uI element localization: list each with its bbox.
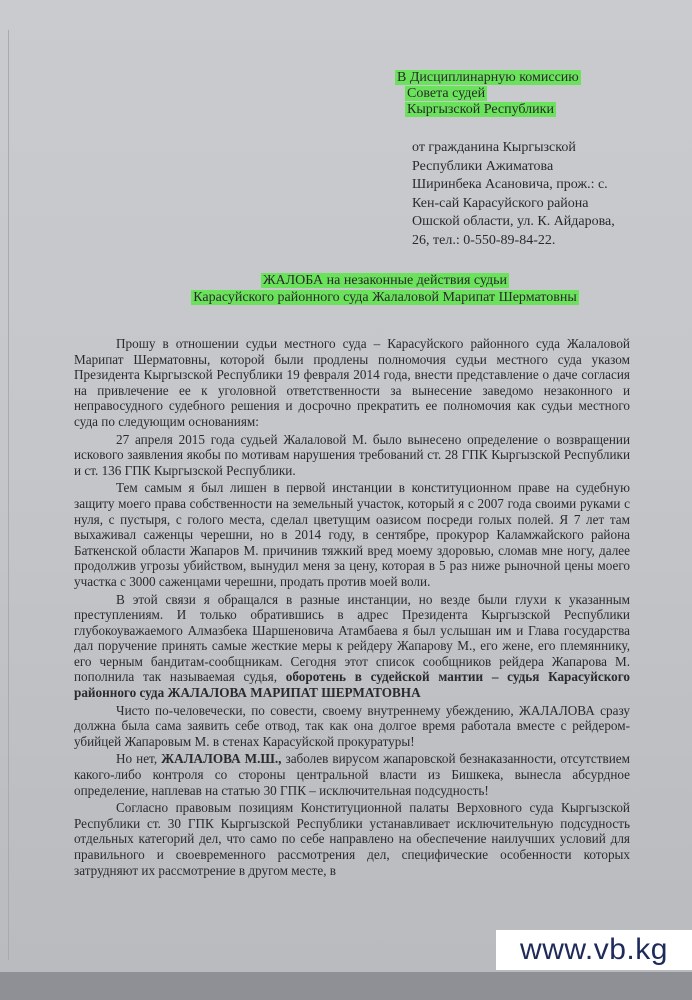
title-line-2: Карасуйского районного суда Жалаловой Марипат Шерматовны — [193, 290, 577, 305]
addressee-line: В Дисциплинарную комиссию — [397, 70, 579, 85]
bottom-shadow — [0, 972, 692, 1000]
sender-line: Кен-сай Карасуйского района — [412, 195, 589, 211]
paragraph-7: Согласно правовым позициям Конституционной палаты Верховного суда Кыргызской Республики ст. 30 ГПК Кыргызской Республики устанавливает исключительную подсудность отдельных категорий дел, что само по себе направлено на обеспечение наилучших условий для правильного и своевременного рассмотрения дел, специфические особенности которых затрудняют их рассмотрение в другом месте, в — [74, 800, 630, 878]
paragraph-6-text: заболев вирусом жапаровской безнаказанности, отсутствием какого-либо контроля со стороны центральной власти из Бишкека, вынесла абсурдное определение, наплевав на статью 30 ГПК – исключительная подсудность! — [74, 751, 630, 798]
addressee-line: Совета судей — [407, 86, 486, 101]
sender-line: Республики Ажиматова — [412, 158, 554, 174]
sender-line: Ошской области, ул. К. Айдарова, — [412, 214, 615, 229]
paragraph-6 — [74, 751, 630, 798]
paragraph-4 — [74, 592, 630, 701]
paragraph-1: Прошу в отношении судьи местного суда – Карасуйского районного суда Жалаловой Марипат Шерматовны, которой были продлены полномочия судьи местного суда указом Президента Кыргызской Республики 19 февраля 2014 года, внести представление о даче согласия на привлечение ее к уголовной ответственности за вынесение заведомо незаконного и неправосудного судебного решения и досрочно прекратить ее полномочия как судьи местного суда по следующим основаниям: — [74, 336, 630, 429]
sender-block — [412, 139, 682, 250]
sender-line: 26, тел.: 0-550-89-84-22. — [412, 232, 556, 248]
sender-line: Ширинбека Асановича, прож.: с. — [412, 177, 608, 192]
sender-line: от гражданина Кыргызской — [412, 140, 576, 155]
complaint-body — [74, 336, 630, 878]
title-line-1: ЖАЛОБА на незаконные действия судьи — [262, 273, 508, 288]
paragraph-5: Чисто по-человечески, по совести, своему внутреннему убеждению, ЖАЛАЛОВА сразу должна была сама заявить себе отвод, так как она долгое время работала вместе с рейдером-убийцей Жапаровым М. в стенах Карасуйской прокуратуры! — [74, 702, 630, 749]
paragraph-3: Тем самым я был лишен в первой инстанции в конституционном праве на судебную защиту моего права собственности на земельный участок, который я с 2007 года своими руками с нуля, с пустыря, с голого места, сделал цветущим оазисом посреди голых полей. Я 7 лет там выхаживал саженцы черешни, но в 2014 году, в сентябре, прокурор Каламжайского района Баткенской области Жапаров М. причинив тяжкий вред моему здоровью, сломав мне ногу, далее продолжив угрозы убийством, вынудил меня за цену, которая в 5 раз ниже рыночной цены моего участка с 3000 саженцами черешни, продать против моей воли. — [74, 480, 630, 589]
paragraph-4-text: В этой связи я обращался в разные инстанции, но везде были глухи к указанным преступлениям. И только обратившись в адрес Президента Кыргызской Республики глубокоуважаемого Алмазбека Шаршеновича Атамбаева я был услышан им и Глава государства дал поручение принять самые жесткие меры к рейдеру Жапарову М., его жене, его племяннику, его черным бандитам-сообщникам. Сегодня этот список сообщников рейдера Жапарова М. пополнила так называемая судья, — [74, 591, 630, 685]
addressee-line: Кыргызской Республики — [407, 102, 554, 117]
paragraph-4-bold: оборотень в судейской мантии – судья Карасуйского районного суда ЖАЛАЛОВА МАРИПАТ ШЕРМАТОВНА — [74, 669, 630, 701]
paragraph-6-lead: Но нет, — [116, 751, 162, 767]
addressee-block — [395, 70, 685, 118]
document-title — [160, 272, 610, 306]
paragraph-6-bold: ЖАЛАЛОВА М.Ш., — [161, 751, 282, 767]
site-watermark: www.vb.kg — [496, 930, 692, 970]
page-edge-line — [8, 30, 9, 960]
paragraph-2: 27 апреля 2015 года судьей Жалаловой М. было вынесено определение о возвращении искового заявления якобы по мотивам нарушения требований ст. 28 ГПК Кыргызской Республики и ст. 136 ГПК Кыргызской Республики. — [74, 431, 630, 478]
